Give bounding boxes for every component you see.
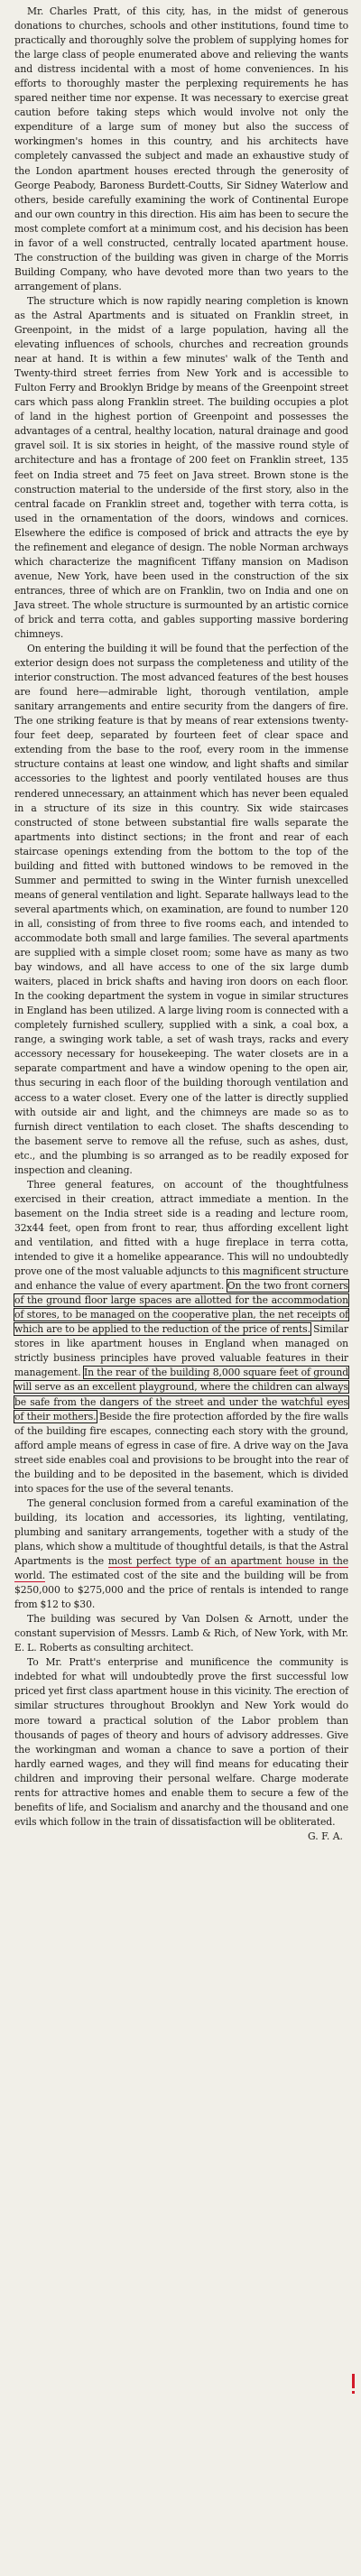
paragraph-conclusion: The general conclusion formed from a careful examination of the building, its location and accessories, its lighting, ventilating, plumbing and sanitary arrangements, together with a study of the plans, which show a multitude of thoughtful details, is that the Astral Apartments is the most perfect type of an apartment house in the world. The estimated cost of the site and the building will be from $250,000 to $275,000 and the price of rentals is intended to range from $12 to $30. <box>14 1496 348 1611</box>
paragraph-features: Three general features, on account of the thoughtfulness exercised in their creation, attract immediate a mention. In the basement on the India street side is a reading and lecture room, 32x44 feet, open from front to rear, thus affording excellent light and ventilation, and fitted with a huge fireplace in terra cotta, intended to give it a homelike appearance. This will no undoubtedly prove one of the most valuable adjuncts to this magnificent structure and enhance the value of every apartment. On the two front corners of the ground floor large spaces are allotted for the accommodation of stores, to be managed on the cooperative plan, the net receipts of which are to be applied to the reduction of the price of rents. Similar stores in like apartment houses in England when managed on strictly business principles have proved valuable features in their management. In the rear of the building 8,000 square feet of ground will serve as an excellent playground, where the children can always be safe from the dangers of the street and under the watchful eyes of their mothers. Beside the fire protection afforded by the fire walls of the building fire escapes, connecting each story with the ground, afford ample means of egress in case of fire. A drive way on the Java street side enables coal and provisions to be brought into the rear of the building and to be deposited in the basement, which is divided into spaces for the use of the several tenants. <box>14 1178 349 1495</box>
margin-bar <box>352 2374 355 2388</box>
paragraph-closing: To Mr. Pratt's enterprise and munificence the community is indebted for what will undoubtedly prove the first successful low priced yet first class apartment house in this vicinity. The erection of similar structures throughout Brooklyn and New York would do more toward a practical solution of the Labor problem than thousands of pages of theory and hours of advisory addresses. Give the workingman and woman a chance to save a portion of their hardly earned wages, and they will find means for educating their children and improving their personal welfare. Charge moderate rents for attractive homes and enable them to secure a few of the benefits of life, and Socialism and anarchy and the thousand and one evils which follow in the train of dissatisfaction will be obliterated. <box>14 1656 348 1828</box>
highlight-stores: On the two front corners of the ground floor large spaces are allotted for the accommodation of stores, to be managed on the cooperative plan, the net receipts of which are to be applied to the reduction of the price of rents. <box>14 1280 348 1336</box>
margin-dot <box>352 2391 355 2394</box>
margin-annotation-mark <box>349 2374 358 2394</box>
paragraph-intro: Mr. Charles Pratt, of this city, has, in the midst of generous donations to churches, schools and other institutions, found time to practically and thoroughly solve the problem of supplying homes for the large class of people enumerated above and relieving the wants and distress incidental with a most of home conveniences. In his efforts to thoroughly master the perplexing requirements he has spared neither time nor expense. It was necessary to exercise great caution before taking steps which would involve not only the expenditure of a large sum of money but also the success of workingmen's homes in this country, and his architects have completely canvassed the subject and made an exhaustive study of the London apartment houses erected through the generosity of George Peabody, Baroness Burdett-Coutts, Sir Sidney Waterlow and others, beside carefully examining the work of Continental Europe and our own country in this direction. His aim has been to secure the most complete comfort at a minimum cost, and his decision has been in favor of a well constructed, centrally located apartment house. The construction of the building was given in charge of the Morris Building Company, who have devoted more than two years to the arrangement of plans. <box>14 5 348 292</box>
author-signature: G. F. A. <box>307 1830 343 1842</box>
paragraph-interior: On entering the building it will be found that the perfection of the exterior design does not surpass the completeness and utility of the interior construction. The most advanced features of the best houses are found here—admirable light, thorough ventilation, ample sanitary arrangements and entire security from the dangers of fire. The one striking feature is that by means of rear extensions twenty-four feet deep, separated by fourteen feet of clear space and extending from the base to the roof, every room in the immense structure contains at least one window, and light shafts and similar accessories to the lightest and poorly ventilated houses are thus rendered unnecessary, an attainment which has never been equaled in a structure of its size in this country. Six wide staircases constructed of stone between substantial fire walls separate the apartments into distinct sections; in the front and rear of each staircase openings extending from the bottom to the top of the building and fitted with buttoned windows to be removed in the Summer and permitted to swing in the Winter furnish unexcelled means of general ventilation and light. Separate hallways lead to the several apartments which, on examination, are found to number 120 in all, consisting of from three to five rooms each, and intended to accommodate both small and large families. The several apartments are supplied with a simple closet room; some have as many as two bay windows, and all have access to one of the six large dumb waiters, placed in brick shafts and having iron doors on each floor. In the cooking department the system in vogue in similar structures in England has been utilized. A large living room is connected with a completely furnished scullery, supplied with a sink, a coal box, a range, a swinging work table, a set of wash trays, racks and every accessory necessary for housekeeping. The water closets are in a separate compartment and have a window opening to the open air, thus securing in each floor of the building thorough ventilation and access to a water closet. Every one of the latter is directly supplied with outside air and light, and the chimneys are made so as to furnish direct ventilation to each closet. The shafts descending to the basement serve to remove all the refuse, such as ashes, dust, etc., and the plumbing is so arranged as to be readily exposed for inspection and cleaning. <box>14 643 348 1176</box>
underline-most-perfect: most perfect type of an apartment house in the world. <box>14 1555 348 1582</box>
highlight-playground: In the rear of the building 8,000 square feet of ground will serve as an excellent playground, where the children can always be safe from the dangers of the street and under the watchful eyes of their mothers. <box>14 1367 349 1422</box>
paragraph-builders: The building was secured by Van Dolsen & Arnott, under the constant supervision of Messrs. Lamb & Rich, of New York, with Mr. E. L. Roberts as consulting architect. <box>14 1613 348 1654</box>
paragraph-building-description: The structure which is now rapidly nearing completion is known as the Astral Apartments and is situated on Franklin street, in Greenpoint, in the midst of a large population, having all the elevating influences of schools, churches and recreation grounds near at hand. It is within a few minutes' walk of the Tenth and Twenty-third street ferries from New York and is accessible to Fulton Ferry and Brooklyn Bridge by means of the Greenpoint street cars which pass along Franklin street. The building occupies a plot of land in the highest portion of Greenpoint and possesses the advantages of a central, healthy location, natural drainage and good gravel soil. It is six stories in height, of the massive round style of architecture and has a frontage of 200 feet on Franklin street, 135 feet on India street and 75 feet on Java street. Brown stone is the construction material to the underside of the first story, also in the central facade on Franklin street and, together with terra cotta, is used in the ornamentation of the doors, windows and cornices. Elsewhere the edifice is composed of brick and attracts the eye by the refinement and elegance of design. The noble Norman archways which characterize the magnificent Tiffany mansion on Madison avenue, New York, have been used in the construction of the six entrances, three of which are on Franklin, two on India and one on Java street. The whole structure is surmounted by an artistic cornice of brick and terra cotta, and gables supporting massive bordering chimneys. <box>14 294 348 641</box>
